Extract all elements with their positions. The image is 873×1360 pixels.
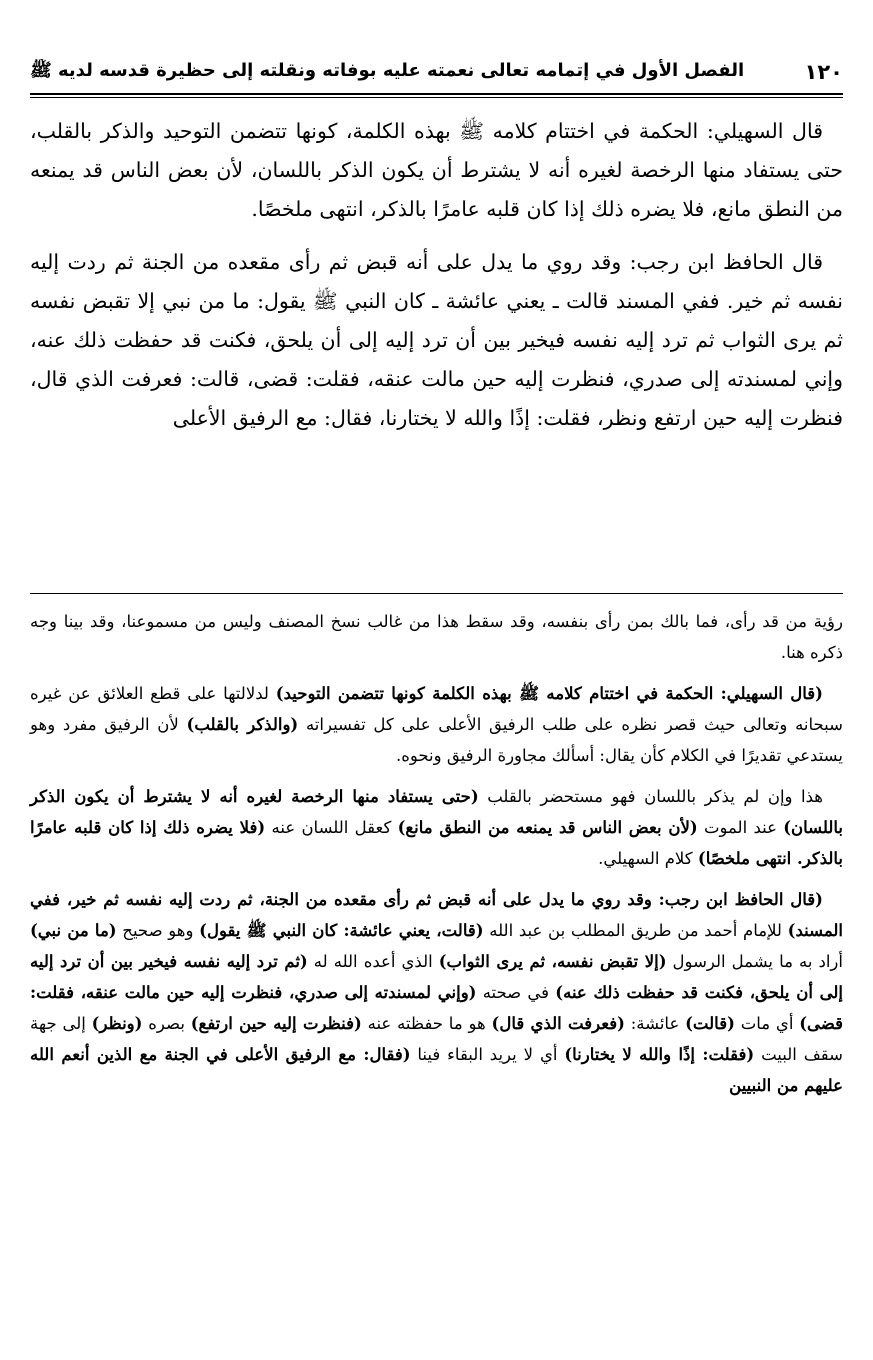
- commentary-span: الذي أعده الله له: [307, 952, 439, 971]
- commentary-paragraph: [30, 781, 843, 874]
- header-rule: [30, 93, 843, 95]
- header-rule-thin: [30, 97, 843, 98]
- quoted-text: (ما من نبي): [30, 921, 117, 940]
- commentary-span: أي مات: [734, 1014, 800, 1033]
- commentary-span: كلام السهيلي.: [598, 849, 698, 868]
- quoted-text: (قالت): [685, 1014, 735, 1033]
- commentary-span: هذا وإن لم يذكر باللسان فهو مستحضر بالقلب: [478, 787, 824, 806]
- quoted-text: (لأن بعض الناس قد يمنعه من النطق مانع): [397, 818, 698, 837]
- quoted-text: (والذكر بالقلب): [186, 715, 299, 734]
- commentary-span: للإمام أحمد من طريق المطلب بن عبد الله: [483, 921, 788, 940]
- commentary-span: في صحته: [476, 983, 556, 1002]
- main-paragraph: قال الحافظ ابن رجب: وقد روي ما يدل على أنه قبض ثم رأى مقعده من الجنة ثم ردت إليه نفسه ثم خير. ففي المسند قالت ـ يعني عائشة ـ كان النبي ﷺ يقول: ما من نبي إلا تقبض نفسه ثم يرى الثواب ثم ترد إليه نفسه فيخير بين أن ترد إليه إلى أن يلحق، فكنت قد حفظت ذلك عنه، وإني لمسندته إلى صدري، فنظرت إليه حين مالت عنقه، فقلت: قضى، قالت: فعرفت الذي قال، فنظرت إليه حين ارتفع ونظر، فقلت: إذًا والله لا يختارنا، فقال: مع الرفيق الأعلى: [30, 250, 843, 430]
- quoted-text: (فلا يضره ذلك إذا كان قلبه عامرًا بالذكر. انتهى ملخصًا): [30, 818, 843, 868]
- commentary-paragraph: [30, 884, 843, 1101]
- quoted-text: (حتى يستفاد منها الرخصة لغيره أنه لا يشترط أن يكون الذكر باللسان): [30, 787, 843, 837]
- quoted-text: (ونظر): [91, 1014, 143, 1033]
- commentary-paragraph: [30, 678, 843, 771]
- quoted-text: (فنظرت إليه حين ارتفع): [190, 1014, 362, 1033]
- commentary-span: إلى جهة سقف البيت: [30, 1014, 843, 1064]
- quoted-text: (وإني لمسندته إلى صدري، فنظرت إليه حين مالت عنقه، فقلت: قضى): [30, 983, 843, 1033]
- page-header: [30, 52, 843, 92]
- commentary-text: [30, 606, 843, 1111]
- commentary-span: أراد به ما يشمل الرسول: [666, 952, 843, 971]
- footnote-separator: [30, 593, 843, 594]
- commentary-span: لدلالتها على قطع العلائق عن غيره سبحانه وتعالى حيث قصر نظره على طلب الرفيق الأعلى على كل تفسيراته: [30, 684, 843, 734]
- book-page: [30, 0, 843, 1360]
- main-paragraph: قال السهيلي: الحكمة في اختتام كلامه ﷺ بهذه الكلمة، كونها تتضمن التوحيد والذكر بالقلب، حتى يستفاد منها الرخصة لغيره أنه لا يشترط أن يكون الذكر باللسان، لأن بعض الناس قد يمنعه من النطق مانع، فلا يضره ذلك إذا كان قلبه عامرًا بالذكر، انتهى ملخصًا.: [30, 119, 843, 221]
- commentary-span: هو ما حفظته عنه: [361, 1014, 492, 1033]
- commentary-paragraph: رؤية من قد رأى، فما بالك بمن رأى بنفسه، وقد سقط هذا من غالب نسخ المصنف وليس من مسموعنا، وقد بينا وجه ذكره هنا.: [30, 612, 843, 662]
- quoted-text: (فقلت: إذًا والله لا يختارنا): [564, 1045, 755, 1064]
- quoted-text: (ثم ترد إليه نفسه فيخير بين أن ترد إليه إلى أن يلحق، فكنت قد حفظت ذلك عنه): [30, 952, 843, 1002]
- quoted-text: (قالت، يعني عائشة: كان النبي ﷺ يقول): [199, 921, 484, 940]
- commentary-span: عند الموت: [697, 818, 784, 837]
- commentary-span: بصره: [142, 1014, 191, 1033]
- quoted-text: (قال الحافظ ابن رجب: وقد روي ما يدل على أنه قبض ثم رأى مقعده من الجنة، ثم ردت إليه نفسه ثم خير، ففي المسند): [30, 890, 843, 940]
- commentary-span: لأن الرفيق مفرد وهو يستدعي تقديرًا في الكلام كأن يقال: أسألك مجاورة الرفيق ونحوه.: [30, 715, 843, 765]
- page-number: ١٢٠: [804, 60, 843, 84]
- quoted-text: (فقال: مع الرفيق الأعلى في الجنة مع الذين أنعم الله عليهم من النبيين: [30, 1045, 843, 1095]
- commentary-span: وهو صحيح: [116, 921, 200, 940]
- running-title: الفصل الأول في إتمامه تعالى نعمته عليه بوفاته ونقلته إلى حظيرة قدسه لديه ﷺ: [30, 60, 745, 81]
- quoted-text: (قال السهيلي: الحكمة في اختتام كلامه ﷺ بهذه الكلمة كونها تتضمن التوحيد): [275, 684, 823, 703]
- commentary-span: أي لا يريد البقاء فينا: [410, 1045, 565, 1064]
- commentary-span: كعقل اللسان عنه: [265, 818, 398, 837]
- commentary-span: عائشة:: [624, 1014, 686, 1033]
- main-text: [30, 112, 843, 452]
- quoted-text: (فعرفت الذي قال): [491, 1014, 625, 1033]
- quoted-text: (إلا تقبض نفسه، ثم يرى الثواب): [438, 952, 667, 971]
